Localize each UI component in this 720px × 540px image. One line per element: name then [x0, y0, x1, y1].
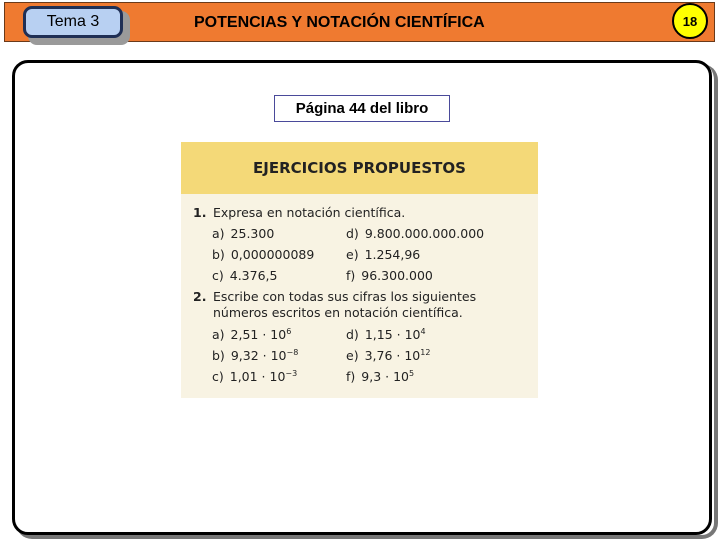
question-text: Expresa en notación científica. [213, 205, 406, 220]
question-2-items [193, 324, 528, 387]
exercise-card [181, 142, 538, 398]
exercise-heading: EJERCICIOS PROPUESTOS [181, 142, 538, 194]
list-item: c) 4.376,5 [212, 268, 278, 283]
list-item: e) 1.254,96 [346, 247, 421, 262]
list-item: f) 96.300.000 [346, 268, 433, 283]
list-item: a) $2,51 \cdot 10^6$ [212, 326, 292, 342]
page-number-badge [672, 3, 708, 39]
list-item: d) $1,15 \cdot 10^4$ [346, 326, 426, 342]
question-1 [193, 202, 528, 223]
question-number: 2. [193, 289, 207, 304]
book-reference: Página 44 del libro [274, 95, 450, 122]
question-number: 1. [193, 205, 207, 220]
question-1-items [193, 223, 528, 286]
list-item: e) $3,76 \cdot 10^{12}$ [346, 347, 431, 363]
tema-label: Tema 3 [46, 13, 100, 30]
page-number: 18 [682, 13, 698, 29]
list-item: a) 25.300 [212, 226, 275, 241]
list-item: f) $9,3 \cdot 10^5$ [346, 368, 415, 384]
list-item: b) $9,32 \cdot 10^{-8}$ [212, 347, 299, 363]
exercise-body [181, 194, 538, 387]
question-2 [193, 289, 528, 321]
list-item: c) $1,01 \cdot 10^{-3}$ [212, 368, 298, 384]
page-title: POTENCIAS Y NOTACIÓN CIENTÍFICA [194, 14, 485, 31]
list-item: d) 9.800.000.000.000 [346, 226, 485, 241]
question-text: Escribe con todas sus cifras los siguientes números escritos en notación científica. [213, 289, 477, 320]
tema-button[interactable] [23, 6, 123, 38]
list-item: b) 0,000000089 [212, 247, 315, 262]
